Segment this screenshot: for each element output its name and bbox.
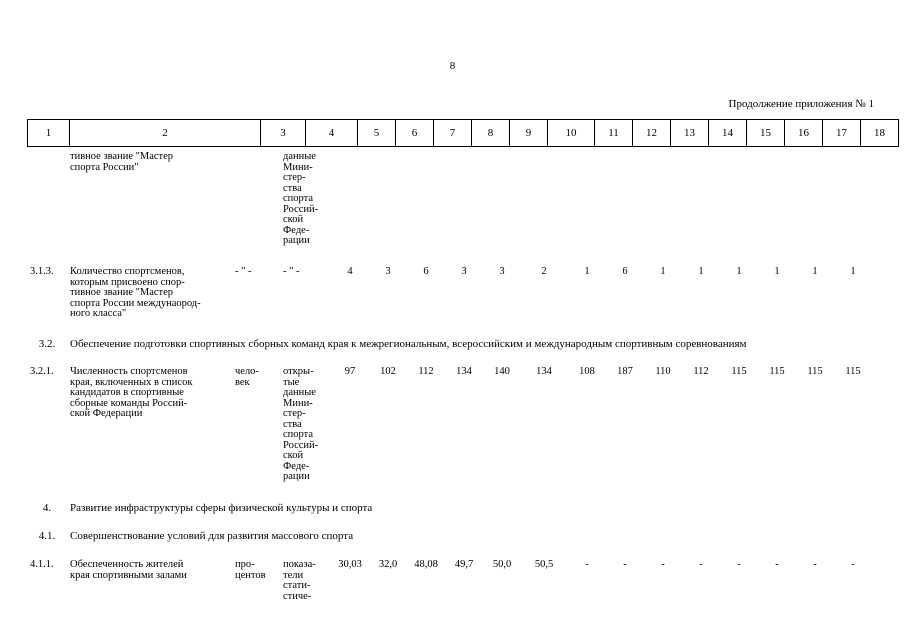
row-value: 50,5 — [534, 559, 554, 570]
page-number: 8 — [449, 60, 456, 72]
section-code: 3.2. — [38, 338, 56, 350]
row-value: 102 — [380, 366, 396, 377]
row-value: 4 — [347, 266, 353, 277]
row-unit: - " - — [235, 266, 252, 277]
row-value: 112 — [418, 366, 434, 377]
header-row — [28, 120, 899, 147]
row-code: 4.1.1. — [30, 559, 54, 570]
row-value: 6 — [622, 266, 628, 277]
header-cell: 15 — [747, 120, 785, 147]
row-value: 115 — [845, 366, 861, 377]
row-value: 3 — [499, 266, 505, 277]
header-cell: 17 — [823, 120, 861, 147]
row-value: 187 — [617, 366, 633, 377]
row-value: - — [775, 559, 779, 570]
header-cell: 4 — [306, 120, 358, 147]
row-value: 3 — [385, 266, 391, 277]
row-name: Обеспеченность жителей края спортивными залами — [70, 559, 187, 581]
row-value: 1 — [698, 266, 704, 277]
row-source: данные Мини- стер- ства спорта Россий- ской Феде- рации — [283, 151, 319, 246]
header-cell: 6 — [396, 120, 434, 147]
row-code: 3.1.3. — [30, 266, 54, 277]
row-code: 3.2.1. — [30, 366, 54, 377]
row-value: 50,0 — [492, 559, 512, 570]
row-value: - — [623, 559, 627, 570]
row-value: - — [661, 559, 665, 570]
row-value: 97 — [344, 366, 356, 377]
row-source: показа- тели стати- стиче- — [283, 559, 316, 602]
section-code: 4. — [42, 502, 52, 514]
column-header-table — [27, 119, 899, 147]
row-value: - — [813, 559, 817, 570]
section-title: Обеспечение подготовки спортивных сборных команд края к межрегиональным, всероссийским и международным спортивным соревнованиям — [70, 338, 747, 350]
section-title: Развитие инфраструктуры сферы физической культуры и спорта — [70, 502, 373, 514]
header-cell: 14 — [709, 120, 747, 147]
row-value: 115 — [731, 366, 747, 377]
row-value: 115 — [807, 366, 823, 377]
row-value: 134 — [536, 366, 552, 377]
header-cell: 1 — [28, 120, 70, 147]
row-value: - — [699, 559, 703, 570]
row-unit: чело- век — [235, 366, 259, 388]
header-cell: 11 — [595, 120, 633, 147]
header-cell: 8 — [472, 120, 510, 147]
row-value: - — [851, 559, 855, 570]
header-cell: 9 — [510, 120, 548, 147]
row-value: 115 — [769, 366, 785, 377]
row-value: 1 — [774, 266, 780, 277]
row-name: Численность спортсменов края, включенных в список кандидатов в спортивные сборные команды Россий- ской Федерации — [70, 366, 193, 419]
row-value: 134 — [456, 366, 472, 377]
section-title: Совершенствование условий для развития массового спорта — [70, 530, 354, 542]
header-cell: 2 — [70, 120, 261, 147]
row-value: 140 — [494, 366, 510, 377]
row-value: 1 — [660, 266, 666, 277]
row-name: Количество спортсменов, которым присвоено спор- тивное звание "Мастер спорта России междунаород- ного класса" — [70, 266, 201, 319]
row-value: 110 — [655, 366, 671, 377]
continuation-label: Продолжение приложения № 1 — [728, 98, 874, 110]
header-cell: 13 — [671, 120, 709, 147]
row-source: - " - — [283, 266, 300, 277]
row-value: 30,03 — [338, 559, 362, 570]
header-cell: 10 — [548, 120, 595, 147]
row-source: откры- тые данные Мини- стер- ства спорта Россий- ской Феде- рации — [283, 366, 319, 482]
header-cell: 16 — [785, 120, 823, 147]
row-value: 32,0 — [378, 559, 398, 570]
section-code: 4.1. — [38, 530, 56, 542]
header-cell: 7 — [434, 120, 472, 147]
row-unit: про- центов — [235, 559, 266, 581]
header-cell: 5 — [358, 120, 396, 147]
header-cell: 12 — [633, 120, 671, 147]
row-value: 1 — [850, 266, 856, 277]
row-value: 48,08 — [414, 559, 438, 570]
row-value: 49,7 — [454, 559, 474, 570]
row-value: 1 — [584, 266, 590, 277]
row-value: - — [737, 559, 741, 570]
row-value: 1 — [736, 266, 742, 277]
row-value: 3 — [461, 266, 467, 277]
row-value: 108 — [579, 366, 595, 377]
row-value: 6 — [423, 266, 429, 277]
header-cell: 3 — [261, 120, 306, 147]
header-cell: 18 — [861, 120, 899, 147]
row-name: тивное звание "Мастер спорта России" — [70, 151, 174, 173]
row-value: 112 — [693, 366, 709, 377]
row-value: - — [585, 559, 589, 570]
row-value: 2 — [541, 266, 547, 277]
row-value: 1 — [812, 266, 818, 277]
